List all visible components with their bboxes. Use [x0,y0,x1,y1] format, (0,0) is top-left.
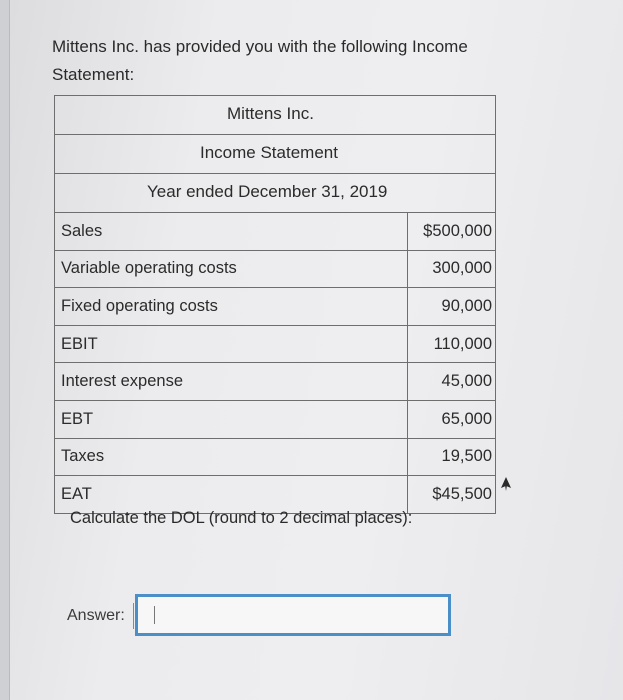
table-row [55,213,495,251]
row-value: 90,000 [407,288,495,325]
income-statement-table [54,95,496,514]
prompt-text: Calculate the DOL (round to 2 decimal places): [70,509,413,527]
row-value: 300,000 [407,251,495,288]
mouse-pointer-icon [499,476,513,497]
row-label: Variable operating costs [61,259,237,278]
row-label: EBT [61,409,94,428]
row-value: 45,000 [407,363,495,400]
table-row [55,251,495,289]
table-row [55,363,495,401]
row-label: Taxes [61,447,105,466]
row-label: Fixed operating costs [61,296,218,315]
row-value: 19,500 [407,439,495,476]
statement-company-row [55,96,495,135]
row-value: 65,000 [407,401,495,438]
table-row [55,326,495,364]
answer-divider [133,603,134,629]
row-label: Sales [61,221,103,240]
row-value: 110,000 [407,326,495,363]
table-row [55,401,495,439]
text-caret [154,606,155,624]
row-value: $45,500 [407,476,495,513]
question-text: Mittens Inc. has provided you with the following Income Statement: [52,37,468,84]
statement-period-row [55,174,495,213]
row-value: $500,000 [407,213,495,250]
statement-company: Mittens Inc. [227,104,314,123]
row-label: EBIT [61,334,98,353]
left-edge-strip [0,0,10,700]
row-label: EAT [61,484,92,503]
statement-title: Income Statement [200,143,338,162]
table-row [55,288,495,326]
statement-period: Year ended December 31, 2019 [147,182,388,201]
answer-input[interactable] [135,594,451,636]
table-row [55,476,495,513]
table-row [55,439,495,477]
statement-title-row [55,135,495,174]
row-label: Interest expense [61,372,183,391]
answer-label: Answer: [67,607,125,624]
